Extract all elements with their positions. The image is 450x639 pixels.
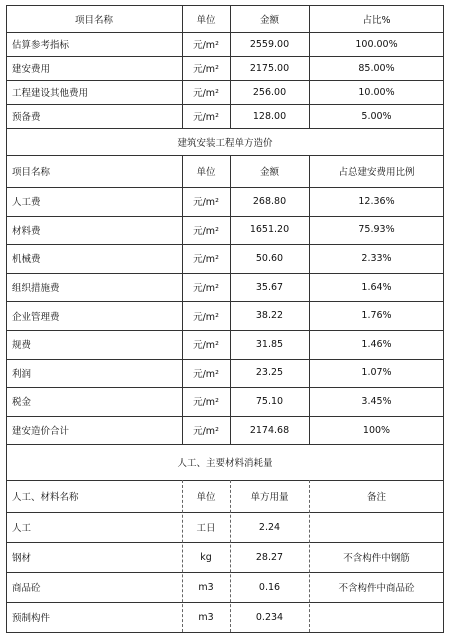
unit-cell: 元/m² — [193, 368, 219, 380]
table-rule — [6, 359, 444, 360]
ratio-cell — [309, 512, 444, 542]
column-divider — [309, 5, 310, 128]
item-name-cell: 预制构件 — [12, 613, 51, 625]
ratio-cell: 10.00% — [358, 86, 395, 98]
table1-header-row — [6, 5, 444, 32]
amount-cell: 0.16 — [258, 581, 281, 593]
table-rule — [6, 542, 444, 543]
table2-row — [6, 301, 444, 330]
item-name-cell: 项目名称 — [74, 14, 113, 26]
table2-row — [6, 244, 444, 273]
ratio-cell — [309, 602, 444, 632]
ratio-cell: 占比% — [362, 14, 391, 26]
table-rule — [6, 480, 444, 481]
unit-cell: 元/m² — [193, 88, 219, 99]
table2-row — [6, 416, 444, 445]
item-name-cell: 人工、材料名称 — [12, 492, 79, 504]
item-name-cell: 钢材 — [12, 553, 32, 565]
table-rule — [6, 5, 444, 6]
unit-cell: 单位 — [196, 167, 216, 178]
table1-row — [6, 104, 444, 128]
table2-header-row — [6, 155, 444, 187]
unit-cell: 元/m² — [193, 311, 219, 323]
amount-cell: 23.25 — [255, 367, 284, 379]
unit-cell: m3 — [198, 611, 214, 623]
table-rule — [6, 330, 444, 331]
ratio-cell: 85.00% — [358, 62, 395, 74]
item-name-cell: 材料费 — [12, 225, 41, 237]
item-name-cell: 估算参考指标 — [12, 40, 70, 51]
amount-cell: 38.22 — [255, 310, 284, 322]
ratio-cell: 1.07% — [361, 367, 392, 379]
table-rule — [6, 632, 444, 633]
table2-row — [6, 387, 444, 416]
amount-cell: 35.67 — [255, 281, 284, 293]
item-name-cell: 规费 — [12, 340, 32, 352]
table3-title-row — [6, 444, 444, 480]
table-rule — [6, 273, 444, 274]
ratio-cell: 1.64% — [361, 281, 392, 293]
table1-row — [6, 80, 444, 104]
unit-cell: m3 — [198, 581, 214, 593]
ratio-cell: 75.93% — [358, 224, 395, 236]
unit-cell: 单位 — [196, 14, 216, 26]
table-rule — [6, 301, 444, 302]
amount-cell: 0.234 — [255, 611, 284, 623]
item-name-cell: 人工费 — [12, 197, 41, 209]
item-name-cell: 预备费 — [12, 112, 41, 123]
amount-cell: 2174.68 — [249, 424, 290, 436]
table1-row — [6, 32, 444, 56]
item-name-cell: 组织措施费 — [12, 283, 60, 295]
section-title: 人工、主要材料消耗量 — [177, 458, 273, 470]
ratio-cell: 1.76% — [361, 310, 392, 322]
ratio-cell: 3.45% — [361, 395, 392, 407]
ratio-cell: 1.46% — [361, 338, 392, 350]
section-title: 建筑安装工程单方造价 — [177, 137, 273, 149]
table2-row — [6, 359, 444, 388]
column-divider — [182, 155, 183, 444]
item-name-cell: 企业管理费 — [12, 311, 60, 323]
amount-cell: 2175.00 — [249, 62, 290, 74]
column-divider — [230, 5, 231, 128]
ratio-cell: 12.36% — [358, 195, 395, 207]
item-name-cell: 项目名称 — [12, 167, 51, 178]
item-name-cell: 机械费 — [12, 254, 41, 266]
table3-row — [6, 512, 444, 542]
ratio-cell: 不含构件中商品砼 — [338, 583, 415, 595]
amount-cell: 31.85 — [255, 338, 284, 350]
table-border — [443, 5, 444, 632]
table-rule — [6, 128, 444, 129]
unit-cell: kg — [200, 551, 212, 563]
amount-cell: 28.27 — [255, 551, 284, 563]
amount-cell: 256.00 — [252, 86, 287, 98]
amount-cell: 金额 — [259, 14, 279, 26]
amount-cell: 50.60 — [255, 252, 284, 264]
amount-cell: 2559.00 — [249, 38, 290, 50]
column-divider — [309, 155, 310, 444]
ratio-cell: 5.00% — [361, 110, 392, 122]
item-name-cell: 人工 — [12, 523, 32, 535]
table-rule — [6, 244, 444, 245]
table2-row — [6, 330, 444, 359]
unit-cell: 元/m² — [193, 340, 219, 352]
table-rule — [6, 104, 444, 105]
table3-row — [6, 572, 444, 602]
unit-cell: 元/m² — [193, 112, 219, 123]
column-divider — [230, 155, 231, 444]
unit-cell: 元/m² — [193, 283, 219, 295]
table3-row — [6, 542, 444, 572]
table-rule — [6, 187, 444, 188]
ratio-cell: 100% — [362, 424, 391, 436]
table-border — [6, 5, 7, 632]
unit-cell: 单位 — [196, 492, 216, 504]
table2-title-row — [6, 128, 444, 155]
unit-cell: 元/m² — [193, 426, 219, 438]
unit-cell: 工日 — [196, 523, 216, 535]
amount-cell: 1651.20 — [249, 224, 290, 236]
unit-cell: 元/m² — [193, 197, 219, 209]
table2-row — [6, 273, 444, 302]
unit-cell: 元/m² — [193, 64, 219, 75]
table-rule — [6, 602, 444, 603]
table-rule — [6, 387, 444, 388]
unit-cell: 元/m² — [193, 397, 219, 409]
amount-cell: 268.80 — [252, 195, 287, 207]
ratio-cell: 不含构件中钢筋 — [343, 553, 410, 565]
unit-cell: 元/m² — [193, 40, 219, 51]
table-rule — [6, 155, 444, 156]
table3-header-row — [6, 480, 444, 512]
table-rule — [6, 572, 444, 573]
amount-cell: 金额 — [259, 167, 279, 178]
item-name-cell: 工程建设其他费用 — [12, 88, 89, 99]
item-name-cell: 建安造价合计 — [12, 426, 70, 438]
table1-row — [6, 56, 444, 80]
amount-cell: 单方用量 — [250, 492, 289, 504]
table-rule — [6, 416, 444, 417]
item-name-cell: 利润 — [12, 368, 32, 380]
ratio-cell: 占总建安费用比例 — [338, 167, 415, 178]
ratio-cell: 100.00% — [355, 38, 398, 50]
column-divider — [309, 480, 310, 632]
table-rule — [6, 80, 444, 81]
amount-cell: 2.24 — [258, 521, 281, 533]
item-name-cell: 商品砼 — [12, 583, 41, 595]
column-divider — [230, 480, 231, 632]
table-rule — [6, 32, 444, 33]
unit-cell: 元/m² — [193, 225, 219, 237]
table2-row — [6, 187, 444, 216]
column-divider — [182, 5, 183, 128]
table-rule — [6, 512, 444, 513]
unit-cell: 元/m² — [193, 254, 219, 266]
column-divider — [182, 480, 183, 632]
item-name-cell: 建安费用 — [12, 64, 51, 75]
item-name-cell: 税金 — [12, 397, 32, 409]
ratio-cell: 备注 — [366, 492, 386, 504]
table-rule — [6, 444, 444, 445]
table3-row — [6, 602, 444, 632]
amount-cell: 128.00 — [252, 110, 287, 122]
table-rule — [6, 216, 444, 217]
table-rule — [6, 56, 444, 57]
ratio-cell: 2.33% — [361, 252, 392, 264]
table2-row — [6, 216, 444, 245]
amount-cell: 75.10 — [255, 395, 284, 407]
